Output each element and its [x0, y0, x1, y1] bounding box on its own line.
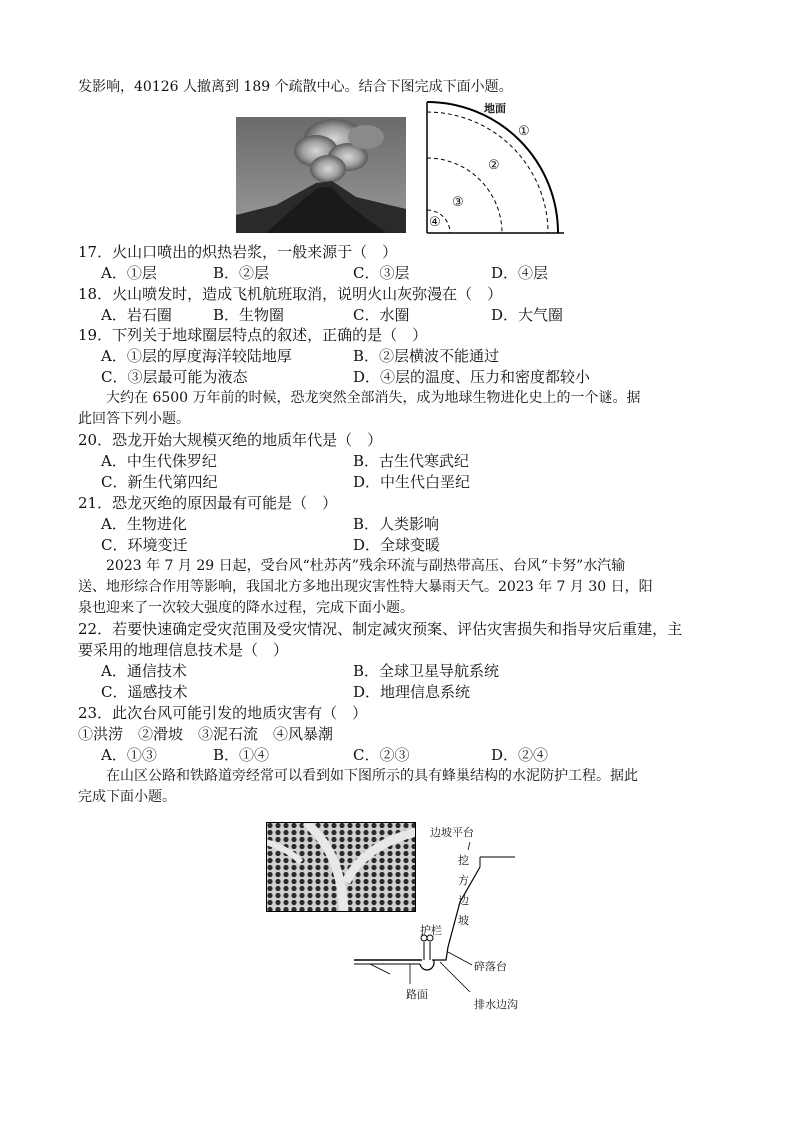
intro-text-4-line1: 在山区公路和铁路道旁经常可以看到如下图所示的具有蜂巢结构的水泥防护工程。据此	[106, 768, 638, 784]
intro-text-1: 发影响，40126 人撤离到 189 个疏散中心。结合下图完成下面小题。	[78, 79, 513, 95]
intro-text-4-line2: 完成下面小题。	[78, 789, 176, 805]
q20-option-d[interactable]: D．中生代白垩纪	[353, 473, 471, 491]
q23-option-b[interactable]: B．①④	[213, 746, 270, 764]
layer-2-label: ②	[488, 158, 500, 173]
label-guardrail: 护栏	[420, 924, 442, 937]
label-road-surface: 路面	[406, 988, 428, 1001]
q19-option-b[interactable]: B．②层横波不能通过	[353, 347, 500, 365]
q21-option-c[interactable]: C．环境变迁	[101, 536, 188, 554]
label-rockfall-platform: 碎落台	[474, 960, 507, 973]
q23-option-d[interactable]: D．②④	[491, 746, 549, 764]
layer-4-label: ④	[429, 215, 441, 230]
q18-option-c[interactable]: C．水圈	[353, 306, 410, 324]
q18-option-d[interactable]: D．大气圈	[491, 306, 564, 324]
volcano-photo	[236, 117, 406, 233]
slope-cross-section-diagram	[350, 822, 540, 1018]
q19-option-c[interactable]: C．③层最可能为液态	[101, 368, 248, 386]
q22-option-d[interactable]: D．地理信息系统	[353, 683, 471, 701]
label-slope-char-2: 方	[458, 874, 469, 887]
earth-layers-diagram	[424, 100, 574, 236]
q19-option-d[interactable]: D．④层的温度、压力和密度都较小	[353, 368, 591, 386]
q20-option-c[interactable]: C．新生代第四纪	[101, 473, 218, 491]
q17-option-b[interactable]: B．②层	[213, 264, 270, 282]
q21-option-a[interactable]: A．生物进化	[101, 515, 187, 533]
intro-text-3-line3: 泉也迎来了一次较大强度的降水过程，完成下面小题。	[78, 600, 414, 616]
q21-stem: 21．恐龙灭绝的原因最有可能是（ ）	[78, 494, 338, 512]
layer-1-label: ①	[518, 124, 530, 139]
label-slope-char-1: 挖	[458, 854, 469, 867]
label-slope-char-3: 边	[458, 894, 469, 907]
layer-3-label: ③	[452, 195, 464, 210]
intro-text-3-line1: 2023 年 7 月 29 日起，受台风“杜苏芮”残余环流与副热带高压、台风“卡努”水汽输	[106, 558, 626, 574]
q17-option-c[interactable]: C．③层	[353, 264, 410, 282]
q19-option-a[interactable]: A．①层的厚度海洋较陆地厚	[101, 347, 292, 365]
q20-option-a[interactable]: A．中生代侏罗纪	[101, 452, 217, 470]
q23-option-c[interactable]: C．②③	[353, 746, 410, 764]
q22-option-c[interactable]: C．遥感技术	[101, 683, 188, 701]
label-slope-platform: 边坡平台	[430, 826, 474, 839]
ground-label: 地面	[484, 102, 506, 115]
q18-stem: 18．火山喷发时，造成飞机航班取消，说明火山灰弥漫在（ ）	[78, 285, 503, 303]
q18-option-a[interactable]: A．岩石圈	[101, 306, 172, 324]
intro-text-2-line1: 大约在 6500 万年前的时候，恐龙突然全部消失，成为地球生物进化史上的一个谜。据	[106, 390, 641, 406]
q17-option-a[interactable]: A．①层	[101, 264, 157, 282]
q22-stem-line2: 要采用的地理信息技术是（ ）	[78, 641, 289, 659]
q23-option-a[interactable]: A．①③	[101, 746, 157, 764]
label-slope-char-4: 坡	[458, 914, 469, 927]
q22-stem-line1: 22．若要快速确定受灾范围及受灾情况、制定减灾预案、评估灾害损失和指导灾后重建，主	[78, 620, 683, 638]
label-drainage-ditch: 排水边沟	[474, 998, 518, 1011]
intro-text-3-line2: 送、地形综合作用等影响，我国北方多地出现灾害性特大暴雨天气。2023 年 7 月 30 日，阳	[78, 579, 653, 595]
q20-stem: 20．恐龙开始大规模灭绝的地质年代是（ ）	[78, 431, 383, 449]
q21-option-d[interactable]: D．全球变暖	[353, 536, 441, 554]
q17-option-d[interactable]: D．④层	[491, 264, 549, 282]
q23-stem: 23．此次台风可能引发的地质灾害有（ ）	[78, 704, 368, 722]
q20-option-b[interactable]: B．古生代寒武纪	[353, 452, 470, 470]
intro-text-2-line2: 此回答下列小题。	[78, 411, 190, 427]
q19-stem: 19．下列关于地球圈层特点的叙述，正确的是（ ）	[78, 326, 428, 344]
q23-items: ①洪涝 ②滑坡 ③泥石流 ④风暴潮	[78, 725, 334, 743]
q18-option-b[interactable]: B．生物圈	[213, 306, 285, 324]
q22-option-b[interactable]: B．全球卫星导航系统	[353, 662, 500, 680]
q22-option-a[interactable]: A．通信技术	[101, 662, 187, 680]
q17-stem: 17．火山口喷出的炽热岩浆，一般来源于（ ）	[78, 243, 398, 261]
q21-option-b[interactable]: B．人类影响	[353, 515, 440, 533]
